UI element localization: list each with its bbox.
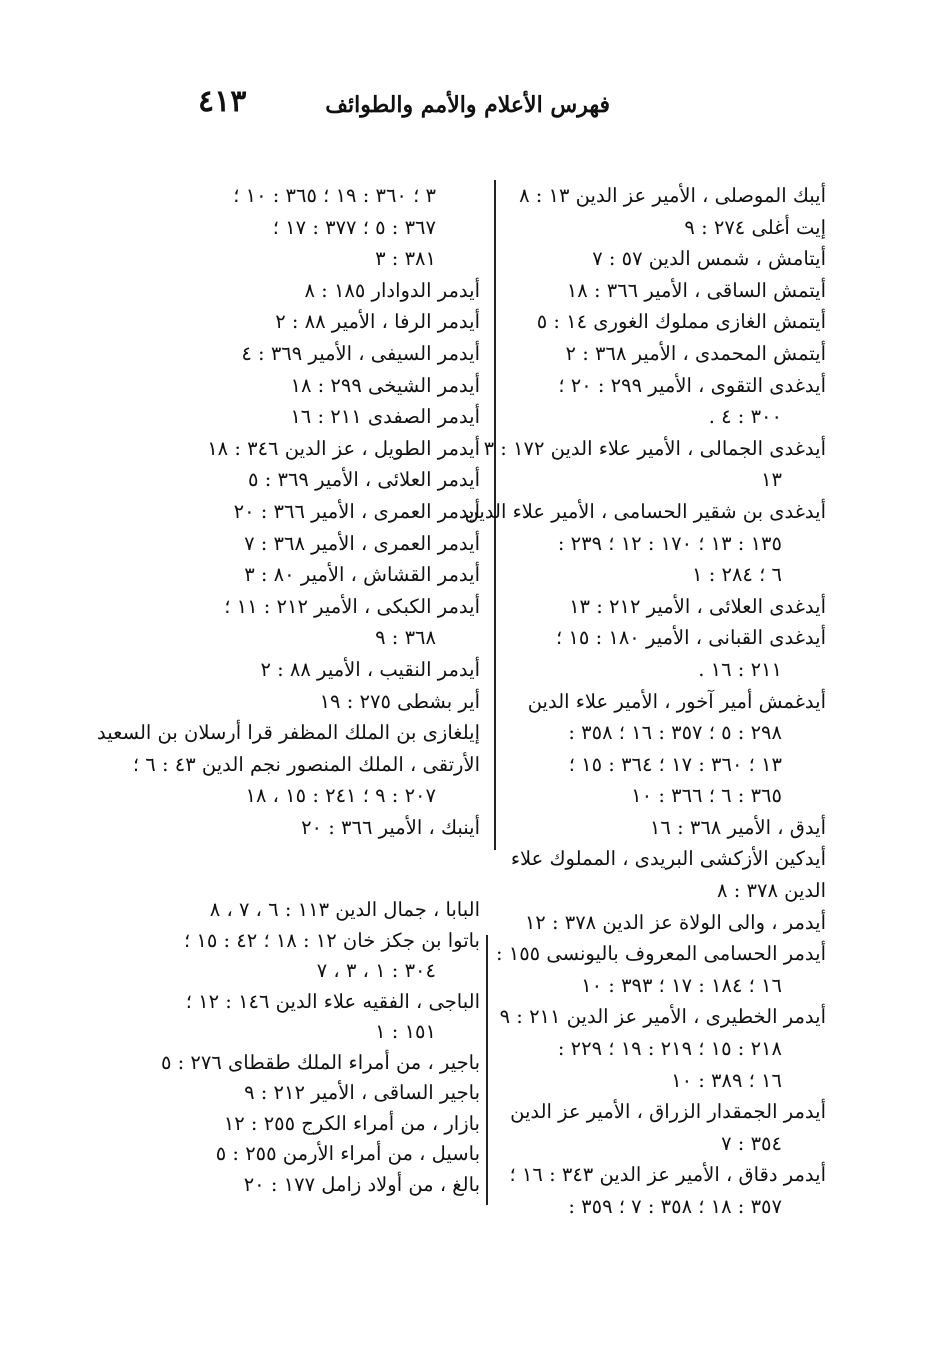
index-entry-line: أيدمر الخطيرى ، الأمير عز الدين ٢١١ : ٩ [499, 1005, 826, 1029]
index-entry-line: أيدمر السيفى ، الأمير ٣٦٩ : ٤ [241, 341, 480, 365]
index-entry-line: ٢٩٨ : ٥ ؛ ٣٥٧ : ١٦ ؛ ٣٥٨ : [568, 721, 782, 745]
index-entry-line: ٣٥٤ : ٧ [721, 1131, 782, 1155]
page-title: فهرس الأعلام والأمم والطوائف [325, 92, 610, 118]
index-entry-line: بالغ ، من أولاد زامل ١٧٧ : ٢٠ [243, 1172, 480, 1196]
index-entry-line: ٣٦٧ : ٥ ؛ ٣٧٧ : ١٧ ؛ [272, 215, 436, 239]
index-entry-line: ٢١١ : ١٦ . [698, 657, 782, 681]
index-entry-line: أيدمر دقاق ، الأمير عز الدين ٣٤٣ : ١٦ ؛ [509, 1163, 826, 1187]
index-entry-line: أير بشطى ٢٧٥ : ١٩ [319, 689, 480, 713]
index-entry-line: أيدق ، الأمير ٣٦٨ : ١٦ [649, 815, 826, 839]
index-entry-line: باتوا بن جكز خان ١٢ : ١٨ ؛ ٤٢ : ١٥ ؛ [183, 928, 480, 952]
index-column-left [97, 180, 480, 843]
index-entry-line: ٣٥٧ : ١٨ ؛ ٣٥٨ : ٧ ؛ ٣٥٩ : [568, 1195, 782, 1218]
index-entry-line: أيدغدى بن شقير الحسامى ، الأمير علاء الدين [464, 499, 826, 523]
index-entry-line: إيت أغلى ٢٧٤ : ٩ [684, 215, 826, 239]
index-entry-line: ٣٨١ : ٣ [375, 247, 436, 271]
index-entry-line: أيدغدى الجمالى ، الأمير علاء الدين ١٧٢ : ٣ [483, 436, 826, 460]
index-entry-line: ١٥١ : ١ [375, 1020, 436, 1043]
index-entry-line: باجير الساقى ، الأمير ٢١٢ : ٩ [244, 1081, 480, 1104]
index-entry-line: أيتامش ، شمس الدين ٥٧ : ٧ [592, 247, 826, 271]
index-entry-line: باجير ، من أمراء الملك طقطاى ٢٧٦ : ٥ [160, 1050, 480, 1074]
index-entry-line: أيدمر الطويل ، عز الدين ٣٤٦ : ١٨ [207, 436, 480, 460]
index-entry-line: أيدمر الكبكى ، الأمير ٢١٢ : ١١ ؛ [224, 594, 480, 618]
index-entry-line: أيدمر الجمقدار الزراق ، الأمير عز الدين [510, 1100, 826, 1124]
page-number: ٤١٣ [198, 84, 247, 119]
index-entry-line: أيدمر الشيخى ٢٩٩ : ١٨ [290, 373, 480, 397]
index-entry-line: البابا ، جمال الدين ١١٣ : ٦ ، ٧ ، ٨ [209, 898, 480, 921]
index-entry-line: ١٦ ؛ ١٨٤ : ١٧ ؛ ٣٩٣ : ١٠ [581, 973, 782, 997]
index-entry-line: أيدغدى التقوى ، الأمير ٢٩٩ : ٢٠ ؛ [558, 373, 826, 397]
index-entry-line: أيدمر العمرى ، الأمير ٣٦٦ : ٢٠ [233, 499, 480, 523]
index-entry-line: أيتمش الساقى ، الأمير ٣٦٦ : ١٨ [566, 278, 826, 302]
index-entry-line: أيتمش المحمدى ، الأمير ٣٦٨ : ٢ [565, 341, 826, 365]
index-entry-line: ٦ ؛ ٢٨٤ : ١ [692, 563, 782, 587]
index-column-left-b-section [160, 895, 480, 1200]
index-entry-line: أيدمر الحسامى المعروف باليونسى ١٥٥ : [495, 942, 826, 966]
index-entry-line: أيبك الموصلى ، الأمير عز الدين ١٣ : ٨ [519, 184, 826, 207]
index-entry-line: أيدغدى العلائى ، الأمير ٢١٢ : ١٣ [569, 594, 826, 618]
index-entry-line: أيدكين الأزكشى البريدى ، المملوك علاء [510, 847, 826, 871]
index-entry-line: أيدغدى القبانى ، الأمير ١٨٠ : ١٥ ؛ [556, 626, 826, 650]
index-entry-line: ٣٠٤ : ١ ، ٣ ، ٧ [316, 959, 436, 982]
index-entry-line: الدين ٣٧٨ : ٨ [717, 879, 826, 903]
index-entry-line: ٢٠٧ : ٩ ؛ ٢٤١ : ١٥ ، ١٨ [245, 784, 436, 808]
index-column-right [464, 180, 826, 1223]
index-entry-line: أيدغمش أمير آخور ، الأمير علاء الدين [527, 689, 826, 713]
index-entry-line: باسيل ، من أمراء الأرمن ٢٥٥ : ٥ [215, 1142, 480, 1165]
index-entry-line: أيدمر ، والى الولاة عز الدين ٣٧٨ : ١٢ [524, 910, 826, 934]
index-entry-line: أينبك ، الأمير ٣٦٦ : ٢٠ [301, 815, 480, 839]
index-entry-line: أيدمر النقيب ، الأمير ٨٨ : ٢ [260, 657, 480, 681]
index-entry-line: أيدمر الصفدى ٢١١ : ١٦ [290, 405, 480, 429]
index-entry-line: أيدمر الرفا ، الأمير ٨٨ : ٢ [275, 310, 480, 334]
index-entry-line: ٣٠٠ : ٤ . [708, 405, 782, 429]
index-entry-line: ١٣ [761, 468, 782, 492]
column-divider [486, 935, 488, 1205]
index-entry-line: بازار ، من أمراء الكرج ٢٥٥ : ١٢ [223, 1111, 480, 1135]
index-entry-line: أيتمش الغازى مملوك الغورى ١٤ : ٥ [536, 310, 826, 334]
index-entry-line: ١٦ ؛ ٣٨٩ : ١٠ [671, 1068, 782, 1092]
index-entry-line: ٣ ؛ ٣٦٠ : ١٩ ؛ ٣٦٥ : ١٠ ؛ [233, 184, 436, 207]
index-entry-line: ١٣٥ : ١٣ ؛ ١٧٠ : ١٢ ؛ ٢٣٩ : [557, 531, 782, 555]
index-entry-line: إيلغازى بن الملك المظفر قرا أرسلان بن السعيد [97, 721, 480, 745]
index-entry-line: ٣٦٥ : ٦ ؛ ٣٦٦ : ١٠ [631, 784, 782, 808]
index-entry-line: ٣٦٨ : ٩ [375, 626, 436, 650]
index-entry-line: الأرتقى ، الملك المنصور نجم الدين ٤٣ : ٦ ؛ [132, 752, 480, 776]
index-entry-line: أيدمر القشاش ، الأمير ٨٠ : ٣ [244, 563, 480, 587]
index-entry-line: الباجى ، الفقيه علاء الدين ١٤٦ : ١٢ ؛ [185, 989, 480, 1013]
index-entry-line: ١٣ ؛ ٣٦٠ : ١٧ ؛ ٣٦٤ : ١٥ ؛ [568, 752, 782, 776]
index-entry-line: أيدمر العلائى ، الأمير ٣٦٩ : ٥ [248, 468, 480, 492]
index-entry-line: أيدمر العمرى ، الأمير ٣٦٨ : ٧ [244, 531, 480, 555]
index-entry-line: ٢١٨ : ١٥ ؛ ٢١٩ : ١٩ ؛ ٢٢٩ : [557, 1037, 782, 1061]
index-entry-line: أيدمر الدوادار ١٨٥ : ٨ [304, 278, 480, 302]
